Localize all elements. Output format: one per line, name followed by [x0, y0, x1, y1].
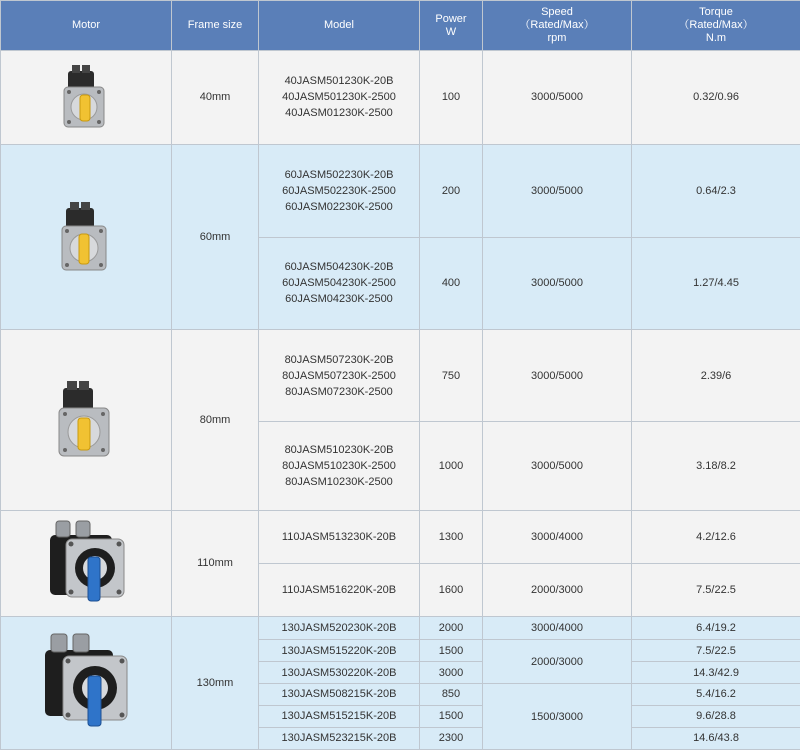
- model-cell: 110JASM513230K-20B: [259, 510, 420, 563]
- torque-cell: 14.6/43.8: [632, 727, 800, 749]
- speed-cell: 3000/5000: [483, 51, 632, 145]
- servo-motor-large-icon: [36, 515, 136, 611]
- torque-cell: 0.32/0.96: [632, 51, 800, 145]
- speed-cell: 3000/5000: [483, 330, 632, 422]
- power-cell: 1500: [420, 639, 483, 661]
- torque-cell: 3.18/8.2: [632, 422, 800, 511]
- power-cell: 200: [420, 144, 483, 237]
- servo-motor-small-icon: [41, 374, 131, 466]
- power-cell: 2000: [420, 616, 483, 639]
- model-cell: 130JASM530220K-20B: [259, 662, 420, 684]
- torque-cell: 9.6/28.8: [632, 705, 800, 727]
- torque-cell: 4.2/12.6: [632, 510, 800, 563]
- header-motor: Motor: [1, 1, 172, 51]
- motor-image-cell: [1, 330, 172, 511]
- model-cell: 130JASM520230K-20B: [259, 616, 420, 639]
- header-power: Power W: [420, 1, 483, 51]
- power-cell: 1500: [420, 705, 483, 727]
- table-row: [1, 330, 800, 422]
- header-torque: Torque （Rated/Max） N.m: [632, 1, 800, 51]
- speed-cell: 1500/3000: [483, 684, 632, 750]
- speed-cell: 2000/3000: [483, 639, 632, 683]
- torque-cell: 2.39/6: [632, 330, 800, 422]
- speed-cell: 3000/5000: [483, 237, 632, 330]
- speed-cell: 3000/4000: [483, 616, 632, 639]
- power-cell: 1000: [420, 422, 483, 511]
- frame-size-cell: 40mm: [172, 51, 259, 145]
- torque-cell: 14.3/42.9: [632, 662, 800, 684]
- speed-cell: 3000/5000: [483, 144, 632, 237]
- motor-image-cell: [1, 510, 172, 616]
- servo-motor-small-icon: [46, 194, 126, 280]
- model-cell: 80JASM510230K-20B 80JASM510230K-2500 80JASM10230K-2500: [259, 422, 420, 511]
- servo-motor-large-icon: [31, 628, 141, 738]
- header-frame-size: Frame size: [172, 1, 259, 51]
- power-cell: 750: [420, 330, 483, 422]
- servo-motor-small-icon: [46, 57, 126, 137]
- power-cell: 3000: [420, 662, 483, 684]
- frame-size-cell: 60mm: [172, 144, 259, 330]
- power-cell: 2300: [420, 727, 483, 749]
- model-cell: 130JASM515215K-20B: [259, 705, 420, 727]
- torque-cell: 5.4/16.2: [632, 684, 800, 705]
- model-cell: 80JASM507230K-20B 80JASM507230K-2500 80JASM07230K-2500: [259, 330, 420, 422]
- header-model: Model: [259, 1, 420, 51]
- motor-image-cell: [1, 51, 172, 145]
- table-row: [1, 510, 800, 563]
- motor-image-cell: [1, 144, 172, 330]
- table-row: [1, 144, 800, 237]
- power-cell: 1600: [420, 564, 483, 616]
- torque-cell: 0.64/2.3: [632, 144, 800, 237]
- power-cell: 850: [420, 684, 483, 705]
- motor-image-cell: [1, 616, 172, 749]
- model-cell: 60JASM502230K-20B 60JASM502230K-2500 60JASM02230K-2500: [259, 144, 420, 237]
- header-speed: Speed （Rated/Max） rpm: [483, 1, 632, 51]
- model-cell: 60JASM504230K-20B 60JASM504230K-2500 60JASM04230K-2500: [259, 237, 420, 330]
- frame-size-cell: 110mm: [172, 510, 259, 616]
- torque-cell: 7.5/22.5: [632, 639, 800, 661]
- power-cell: 100: [420, 51, 483, 145]
- model-cell: 130JASM515220K-20B: [259, 639, 420, 661]
- torque-cell: 6.4/19.2: [632, 616, 800, 639]
- torque-cell: 7.5/22.5: [632, 564, 800, 616]
- torque-cell: 1.27/4.45: [632, 237, 800, 330]
- power-cell: 400: [420, 237, 483, 330]
- model-cell: 110JASM516220K-20B: [259, 564, 420, 616]
- model-cell: 130JASM508215K-20B: [259, 684, 420, 705]
- power-cell: 1300: [420, 510, 483, 563]
- speed-cell: 3000/4000: [483, 510, 632, 563]
- model-cell: 130JASM523215K-20B: [259, 727, 420, 749]
- speed-cell: 2000/3000: [483, 564, 632, 616]
- speed-cell: 3000/5000: [483, 422, 632, 511]
- table-row: [1, 51, 800, 145]
- header-row: [1, 1, 800, 51]
- table-row: [1, 616, 800, 639]
- model-cell: 40JASM501230K-20B 40JASM501230K-2500 40JASM01230K-2500: [259, 51, 420, 145]
- frame-size-cell: 80mm: [172, 330, 259, 511]
- frame-size-cell: 130mm: [172, 616, 259, 749]
